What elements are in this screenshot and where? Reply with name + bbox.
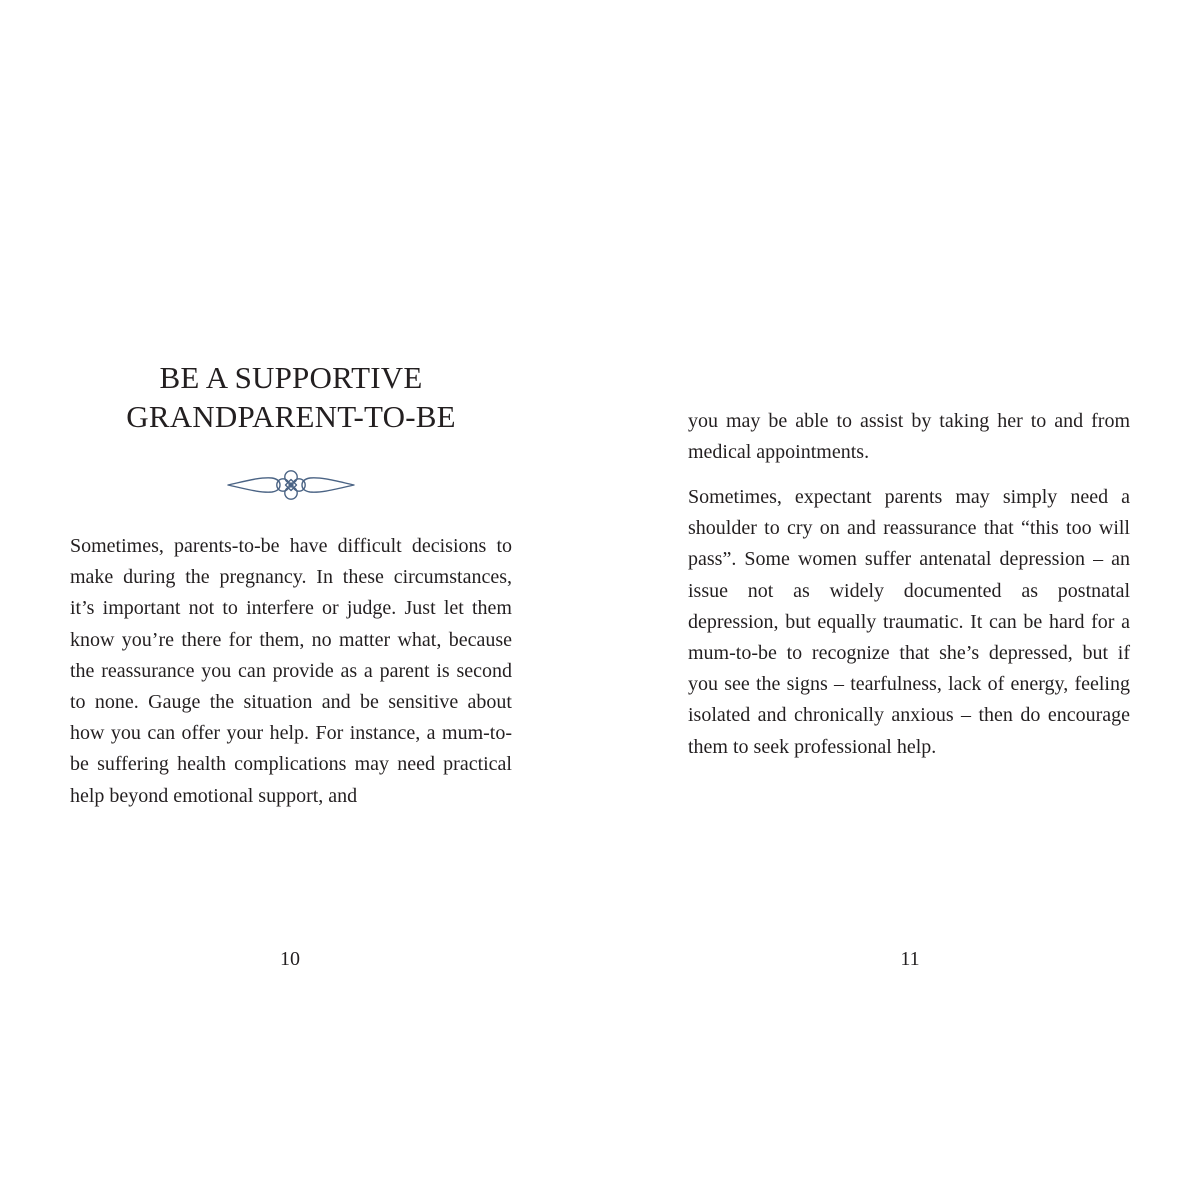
title-line-2: GRANDPARENT-TO-BE (126, 399, 456, 434)
page-number: 11 (900, 948, 920, 970)
page-title (70, 358, 512, 436)
title-line-1: BE A SUPPORTIVE (159, 360, 423, 395)
body-paragraph: Sometimes, expectant parents may simply need a shoulder to cry on and reassurance that “this too will pass”. Some women suffer antenatal depression – an issue not as widely documented as postnatal depression, but equally traumatic. It can be hard for a mum-to-be to recognize that she’s depressed, but if you see the signs – tearfulness, lack of energy, feeling isolated and chronically anxious – then do encourage them to seek professional help. (688, 486, 1130, 758)
body-paragraph: Sometimes, parents-to-be have difficult decisions to make during the pregnancy. In these circumstances, it’s important not to interfere or judge. Just let them know you’re there for them, no matter what, because the reassurance you can provide as a parent is second to none. Gauge the situation and be sensitive about how you can offer your help. For instance, a mum-to-be suffering health complications may need practical help beyond emotional support, and (70, 535, 512, 807)
page-number: 10 (280, 948, 300, 970)
body-paragraph: you may be able to assist by taking her to and from medical appointments. (688, 410, 1130, 464)
right-page (600, 0, 1200, 1200)
floral-divider-icon (226, 468, 356, 502)
